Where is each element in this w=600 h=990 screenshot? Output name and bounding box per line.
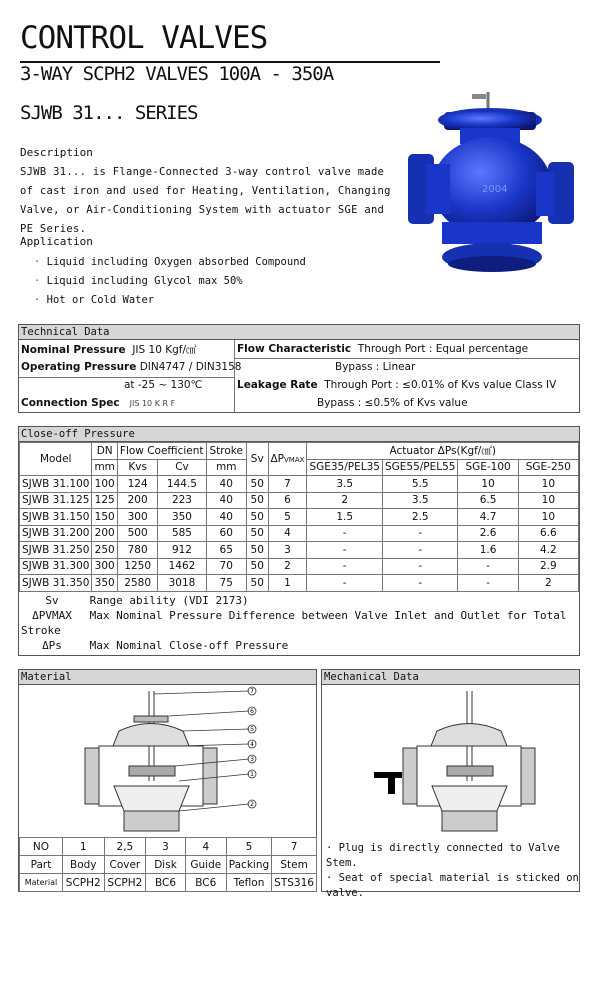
- table-cell: SJWB 31.350: [20, 575, 92, 592]
- table-cell: 10: [518, 476, 578, 493]
- valve-mechanism-drawing: [377, 686, 567, 836]
- table-cell: SCPH2: [62, 874, 104, 892]
- table-row: [20, 492, 579, 509]
- table-cell: -: [382, 575, 458, 592]
- table-cell: Part: [20, 856, 63, 874]
- leakage-bypass: Bypass : ≤0.5% of Kvs value: [317, 397, 468, 409]
- table-cell: 250: [92, 542, 117, 559]
- table-row: [20, 575, 579, 592]
- header-flow-coefficient: Flow Coefficient: [117, 443, 206, 460]
- table-cell: SJWB 31.100: [20, 476, 92, 493]
- header-actuator-2: SGE55/PEL55: [382, 459, 458, 476]
- valve-product-image: [402, 92, 582, 277]
- table-cell: Cover: [104, 856, 146, 874]
- table-cell: 10: [518, 509, 578, 526]
- table-cell: 1.6: [458, 542, 518, 559]
- table-cell: 2: [518, 575, 578, 592]
- table-cell: 7: [272, 838, 317, 856]
- table-cell: 2.5: [382, 509, 458, 526]
- table-cell: Teflon: [226, 874, 271, 892]
- application-list: [34, 253, 306, 310]
- table-cell: 65: [206, 542, 246, 559]
- closeoff-pressure-panel: [18, 426, 580, 656]
- header-stroke-unit: mm: [206, 459, 246, 476]
- table-row: [20, 509, 579, 526]
- table-cell: 780: [117, 542, 158, 559]
- table-cell: -: [458, 558, 518, 575]
- callout-label: 5: [250, 726, 254, 733]
- application-heading: Application: [20, 235, 93, 248]
- table-cell: 70: [206, 558, 246, 575]
- header-actuator: Actuator ΔPs(Kgf/㎠): [307, 443, 579, 460]
- table-cell: 60: [206, 525, 246, 542]
- table-cell: 6.6: [518, 525, 578, 542]
- table-cell: 50: [246, 558, 268, 575]
- nominal-pressure-value: JIS 10 Kgf/㎠: [132, 343, 197, 356]
- table-row: [20, 838, 317, 856]
- table-cell: 75: [206, 575, 246, 592]
- header-dn-unit: mm: [92, 459, 117, 476]
- callout-label: 7: [250, 688, 254, 695]
- table-cell: Packing: [226, 856, 271, 874]
- table-cell: 5.5: [382, 476, 458, 493]
- table-cell: 350: [158, 509, 206, 526]
- series-title: SJWB 31... SERIES: [20, 102, 198, 124]
- table-cell: 200: [92, 525, 117, 542]
- callout-label: 6: [250, 708, 254, 715]
- table-cell: Guide: [185, 856, 226, 874]
- table-cell: 350: [92, 575, 117, 592]
- svg-text:2004: 2004: [482, 184, 508, 195]
- table-cell: Body: [62, 856, 104, 874]
- legend-item: ΔPVMAX Max Nominal Pressure Difference between Valve Inlet and Outlet for Total Stroke: [21, 609, 567, 637]
- header-kvs: Kvs: [117, 459, 158, 476]
- table-cell: BC6: [185, 874, 226, 892]
- table-cell: 200: [117, 492, 158, 509]
- header-actuator-4: SGE-250: [518, 459, 578, 476]
- table-cell: SJWB 31.250: [20, 542, 92, 559]
- application-item: · Liquid including Glycol max 50%: [34, 272, 306, 291]
- valve-section-drawing: [79, 686, 279, 836]
- table-cell: 2: [307, 492, 383, 509]
- table-cell: 1462: [158, 558, 206, 575]
- table-cell: 2: [268, 558, 307, 575]
- table-cell: 50: [246, 575, 268, 592]
- table-cell: 50: [246, 542, 268, 559]
- flow-through-port: Through Port : Equal percentage: [357, 343, 529, 355]
- header-dp-vmax: ΔPVMAX: [268, 443, 307, 476]
- table-cell: 3018: [158, 575, 206, 592]
- application-item: · Liquid including Oxygen absorbed Compound: [34, 253, 306, 272]
- table-row: [20, 476, 579, 493]
- mechanical-note: · Plug is directly connected to Valve Stem.: [326, 841, 579, 871]
- table-cell: 300: [92, 558, 117, 575]
- callout-label: 1: [250, 771, 254, 778]
- table-cell: 50: [246, 492, 268, 509]
- table-cell: STS316: [272, 874, 317, 892]
- leakage-rate-label: Leakage Rate: [237, 379, 318, 391]
- header-dn: DN: [92, 443, 117, 460]
- table-cell: 7: [268, 476, 307, 493]
- material-panel: [18, 669, 317, 892]
- table-row: [20, 542, 579, 559]
- technical-data-heading: Technical Data: [19, 325, 579, 340]
- table-cell: 100: [92, 476, 117, 493]
- table-cell: SJWB 31.125: [20, 492, 92, 509]
- table-cell: -: [382, 558, 458, 575]
- table-cell: 10: [518, 492, 578, 509]
- table-row: [20, 874, 317, 892]
- flow-characteristic-label: Flow Characteristic: [237, 343, 352, 355]
- table-row: [20, 558, 579, 575]
- closeoff-legend: [21, 593, 579, 653]
- header-actuator-3: SGE-100: [458, 459, 518, 476]
- table-cell: 50: [246, 525, 268, 542]
- table-cell: 10: [458, 476, 518, 493]
- page-title: CONTROL VALVES: [20, 20, 268, 56]
- header-stroke: Stroke: [206, 443, 246, 460]
- technical-data-panel: [18, 324, 580, 413]
- table-cell: -: [382, 542, 458, 559]
- table-cell: 124: [117, 476, 158, 493]
- application-item: · Hot or Cold Water: [34, 291, 306, 310]
- table-cell: 125: [92, 492, 117, 509]
- material-heading: Material: [19, 670, 316, 685]
- table-cell: 1250: [117, 558, 158, 575]
- table-row: [20, 856, 317, 874]
- table-cell: 2,5: [104, 838, 146, 856]
- table-cell: 1: [268, 575, 307, 592]
- operating-pressure-value: DIN4747 / DIN3158: [139, 361, 242, 373]
- table-cell: 1: [62, 838, 104, 856]
- table-cell: -: [307, 525, 383, 542]
- table-cell: 6: [268, 492, 307, 509]
- table-cell: 1.5: [307, 509, 383, 526]
- tee-symbol-icon: [374, 770, 404, 796]
- table-cell: 150: [92, 509, 117, 526]
- table-cell: 2580: [117, 575, 158, 592]
- table-cell: 50: [246, 509, 268, 526]
- table-cell: NO: [20, 838, 63, 856]
- table-cell: 40: [206, 509, 246, 526]
- table-cell: 2.6: [458, 525, 518, 542]
- table-cell: 40: [206, 476, 246, 493]
- operating-pressure-label: Operating Pressure: [21, 361, 137, 373]
- closeoff-heading: Close-off Pressure: [19, 427, 579, 442]
- mechanical-notes: [326, 841, 579, 901]
- table-cell: 585: [158, 525, 206, 542]
- table-cell: 3: [146, 838, 186, 856]
- table-cell: 6.5: [458, 492, 518, 509]
- mechanical-panel: [321, 669, 580, 899]
- table-cell: SJWB 31.300: [20, 558, 92, 575]
- connection-spec-label: Connection Spec: [21, 397, 120, 409]
- closeoff-table: [19, 442, 579, 592]
- table-cell: Material: [20, 874, 63, 892]
- table-cell: -: [307, 558, 383, 575]
- table-cell: -: [382, 525, 458, 542]
- table-cell: 4.2: [518, 542, 578, 559]
- header-actuator-1: SGE35/PEL35: [307, 459, 383, 476]
- callout-label: 2: [250, 801, 254, 808]
- table-cell: 223: [158, 492, 206, 509]
- table-cell: 40: [206, 492, 246, 509]
- callout-label: 3: [250, 756, 254, 763]
- connection-spec-value: JIS 10 K R F: [129, 399, 176, 408]
- table-cell: 3.5: [307, 476, 383, 493]
- table-cell: -: [458, 575, 518, 592]
- table-cell: 500: [117, 525, 158, 542]
- table-cell: 3: [268, 542, 307, 559]
- table-cell: 4: [185, 838, 226, 856]
- table-cell: SCPH2: [104, 874, 146, 892]
- table-cell: 5: [226, 838, 271, 856]
- table-cell: 144.5: [158, 476, 206, 493]
- page-subtitle: 3-WAY SCPH2 VALVES 100A - 350A: [20, 63, 334, 85]
- table-row: [20, 525, 579, 542]
- header-sv: Sv: [246, 443, 268, 476]
- table-cell: SJWB 31.200: [20, 525, 92, 542]
- legend-item: Sv Range ability (VDI 2173): [45, 594, 249, 607]
- table-cell: 912: [158, 542, 206, 559]
- table-cell: 2.9: [518, 558, 578, 575]
- nominal-pressure-label: Nominal Pressure: [21, 343, 126, 356]
- table-cell: BC6: [146, 874, 186, 892]
- table-cell: 300: [117, 509, 158, 526]
- header-cv: Cv: [158, 459, 206, 476]
- description-text: SJWB 31... is Flange-Connected 3-way control valve made of cast iron and used for Heating, Ventilation, Changing Valve, or Air-Conditioning System with actuator SGE and PE Series.: [20, 166, 391, 235]
- table-cell: 3.5: [382, 492, 458, 509]
- leakage-through-port: Through Port : ≤0.01% of Kvs value Class IV: [324, 379, 557, 391]
- table-cell: 50: [246, 476, 268, 493]
- flow-bypass: Bypass : Linear: [335, 361, 416, 373]
- mechanical-heading: Mechanical Data: [322, 670, 579, 685]
- table-cell: 4: [268, 525, 307, 542]
- table-cell: 5: [268, 509, 307, 526]
- material-table: [19, 837, 317, 892]
- table-cell: SJWB 31.150: [20, 509, 92, 526]
- table-cell: -: [307, 575, 383, 592]
- callout-label: 4: [250, 741, 254, 748]
- table-cell: -: [307, 542, 383, 559]
- operating-temperature: at -25 ~ 130℃: [124, 379, 203, 391]
- header-model: Model: [20, 443, 92, 476]
- mechanical-note: · Seat of special material is sticked on valve.: [326, 871, 579, 901]
- table-cell: 4.7: [458, 509, 518, 526]
- legend-item: ΔPs Max Nominal Close-off Pressure: [42, 639, 289, 652]
- table-cell: Stem: [272, 856, 317, 874]
- table-cell: Disk: [146, 856, 186, 874]
- description-heading: Description: [20, 146, 93, 159]
